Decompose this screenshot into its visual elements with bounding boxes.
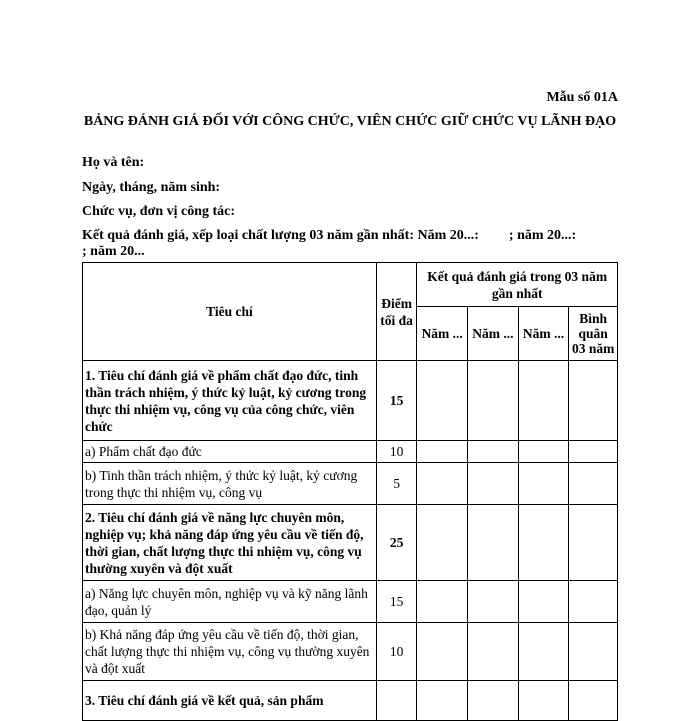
result-year1-label: Kết quả đánh giá, xếp loại chất lượng 03 năm gần nhất: Năm 20...: [82,228,479,243]
average-cell[interactable] [569,361,618,441]
year-2-cell[interactable] [468,505,519,581]
year-1-cell[interactable] [417,505,468,581]
year-1-cell[interactable] [417,623,468,681]
year-1-cell[interactable] [417,681,468,721]
year-3-cell[interactable] [518,681,569,721]
year-3-cell[interactable] [518,581,569,623]
year-3-cell[interactable] [518,623,569,681]
year-2-cell[interactable] [468,681,519,721]
year-1-cell[interactable] [417,581,468,623]
name-field-label: Họ và tên: [82,155,145,170]
table-row [83,623,618,681]
average-cell[interactable] [569,441,618,463]
max-score-cell: 15 [376,361,417,441]
criteria-cell: 2. Tiêu chí đánh giá về năng lực chuyên môn, nghiệp vụ; khả năng đáp ứng yêu cầu về tiến độ, thời gian, chất lượng thực thi nhiệm vụ, công vụ thường xuyên và đột xuất [83,505,377,581]
year-3-cell[interactable] [518,463,569,505]
average-cell[interactable] [569,681,618,721]
result-year3-label: ; năm 20... [82,244,145,259]
document-title: BẢNG ĐÁNH GIÁ ĐỐI VỚI CÔNG CHỨC, VIÊN CHỨC GIỮ CHỨC VỤ LÃNH ĐẠO [83,114,617,129]
form-code: Mẫu số 01A [546,90,618,105]
year-1-cell[interactable] [417,361,468,441]
max-score-cell: 10 [376,441,417,463]
year-3-cell[interactable] [518,505,569,581]
year-3-cell[interactable] [518,361,569,441]
year-2-cell[interactable] [468,463,519,505]
header-year-2: Năm ... [468,307,519,361]
criteria-cell: 3. Tiêu chí đánh giá về kết quả, sản phẩm [83,681,377,721]
table-row [83,581,618,623]
year-3-cell[interactable] [518,441,569,463]
criteria-cell: b) Khả năng đáp ứng yêu cầu về tiến độ, thời gian, chất lượng thực thi nhiệm vụ, công vụ thường xuyên và đột xuất [83,623,377,681]
year-2-cell[interactable] [468,361,519,441]
year-2-cell[interactable] [468,623,519,681]
header-max-score: Điểm tối đa [376,263,417,361]
average-cell[interactable] [569,623,618,681]
max-score-cell: 25 [376,505,417,581]
result-field-label [82,228,622,260]
average-cell[interactable] [569,581,618,623]
max-score-cell: 10 [376,623,417,681]
criteria-cell: 1. Tiêu chí đánh giá về phẩm chất đạo đức, tinh thần trách nhiệm, ý thức kỷ luật, kỷ cương trong thực thi nhiệm vụ, công vụ của công chức, viên chức [83,361,377,441]
table-row [83,441,618,463]
criteria-cell: a) Năng lực chuyên môn, nghiệp vụ và kỹ năng lãnh đạo, quản lý [83,581,377,623]
average-cell[interactable] [569,505,618,581]
position-field-label: Chức vụ, đơn vị công tác: [82,204,236,219]
year-2-cell[interactable] [468,581,519,623]
table-row [83,681,618,721]
header-criteria: Tiêu chí [83,263,377,361]
criteria-cell: b) Tinh thần trách nhiệm, ý thức kỷ luật, kỷ cương trong thực thi nhiệm vụ, công vụ [83,463,377,505]
year-2-cell[interactable] [468,441,519,463]
year-1-cell[interactable] [417,463,468,505]
dob-field-label: Ngày, tháng, năm sinh: [82,180,221,195]
table-row [83,463,618,505]
header-result-group: Kết quả đánh giá trong 03 năm gần nhất [417,263,618,307]
max-score-cell [376,681,417,721]
max-score-cell: 5 [376,463,417,505]
header-year-3: Năm ... [518,307,569,361]
table-header-row [83,263,618,307]
header-average: Bình quân 03 năm [569,307,618,361]
year-1-cell[interactable] [417,441,468,463]
table-row [83,505,618,581]
max-score-cell: 15 [376,581,417,623]
average-cell[interactable] [569,463,618,505]
criteria-cell: a) Phẩm chất đạo đức [83,441,377,463]
evaluation-table [82,262,618,721]
table-row [83,361,618,441]
result-year2-label: ; năm 20...: [508,228,577,243]
header-year-1: Năm ... [417,307,468,361]
